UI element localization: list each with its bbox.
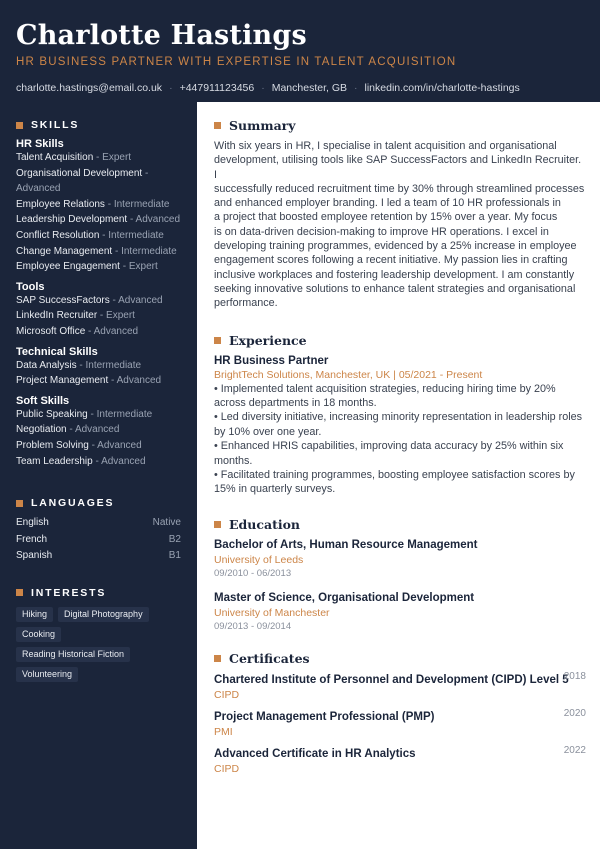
skill-level: Advanced [116, 375, 162, 387]
education-degree: Bachelor of Arts, Human Resource Management [214, 538, 478, 551]
education-dates: 09/2013 - 09/2014 [214, 620, 292, 632]
skill-level: Expert [106, 310, 135, 322]
skill-level-separator: - [92, 455, 102, 467]
job-bullet-line: • Enhanced HRIS capabilities, improving data accuracy by 25% within six [214, 440, 564, 453]
job-entry [214, 355, 586, 497]
summary-line: successfully reduced recruitment time by 30% through streamlined processes [214, 182, 585, 195]
skill-item [16, 438, 181, 454]
certificate-name: Advanced Certificate in HR Analytics [214, 747, 416, 760]
skill-level-separator: - [85, 325, 94, 337]
skill-name: Change Management [16, 245, 113, 257]
education-entry [214, 591, 586, 633]
skill-level-separator: - [93, 152, 103, 163]
job-bullet [214, 468, 586, 497]
interest-tag: Volunteering [16, 667, 78, 682]
skill-item [16, 324, 181, 340]
skill-name: Project Management [16, 375, 109, 387]
contact-linkedin[interactable]: linkedin.com/in/charlotte-hastings [364, 82, 520, 94]
skill-name: Organisational Development [16, 167, 143, 179]
language-level: Native [152, 517, 181, 529]
interest-tag: Digital Photography [58, 607, 149, 622]
summary-line: a project that boosted employee retention by 15% over a year. My focus [214, 211, 558, 224]
contact-separator: · [261, 82, 265, 94]
skill-name: Data Analysis [16, 359, 77, 371]
skill-name: Problem Solving [16, 439, 89, 451]
job-bullet-line: • Implemented talent acquisition strategies, reducing hiring time by 20% [214, 382, 556, 395]
skill-level: Intermediate [108, 229, 164, 241]
job-company: BrightTech Solutions, Manchester, UK | 05/2021 - Present [214, 368, 483, 381]
skill-level: Advanced [93, 325, 139, 337]
skill-level-separator: - [109, 294, 119, 306]
skill-group-title: Technical Skills [16, 345, 98, 358]
language-item [16, 532, 181, 549]
job-bullet-line: • Facilitated training programmes, boosting employee satisfaction scores by [214, 469, 575, 481]
skill-level: Intermediate [121, 245, 177, 257]
summary-line: performance. [214, 297, 278, 310]
skill-level-separator: - [99, 229, 109, 241]
skill-level: Advanced [16, 183, 61, 195]
skill-level-separator: - [112, 245, 122, 257]
job-bullet-line: by 10% over one year. [214, 425, 322, 438]
skill-group-title: HR Skills [16, 138, 64, 150]
skill-name: Microsoft Office [16, 325, 86, 337]
interest-tag: Hiking [16, 607, 53, 622]
square-bullet-icon [16, 122, 23, 129]
skill-name: Team Leadership [16, 455, 93, 467]
certificate-entry [214, 744, 586, 776]
skill-groups [16, 138, 181, 469]
certificate-issuer: CIPD [214, 688, 240, 701]
summary-line: and enhanced employer branding. I led a team of 10 HR professionals in [214, 197, 561, 210]
skill-item [16, 454, 181, 470]
certificate-issuer: CIPD [214, 762, 240, 775]
skill-name: Leadership Development [16, 214, 128, 226]
skill-level: Intermediate [113, 198, 170, 210]
contact-location: Manchester, GB [271, 82, 348, 94]
job-title: HR Business Partner [214, 354, 329, 367]
summary-line: developing training programmes, evidenced by a 25% increase in employee [214, 240, 577, 253]
job-bullet [214, 382, 586, 411]
skill-name: Employee Relations [16, 198, 105, 210]
job-bullet-line: across departments in 18 months. [214, 396, 377, 409]
summary-line: With six years in HR, I specialise in talent acquisition and organisational [214, 140, 557, 152]
education-entry [214, 538, 586, 580]
interests-heading: INTERESTS [16, 587, 181, 599]
skill-item [16, 407, 181, 423]
certificates-list [214, 670, 586, 776]
resume-header [0, 0, 600, 102]
skill-name: Employee Engagement [16, 261, 120, 273]
skill-level-separator: - [127, 214, 136, 226]
skill-name: Conflict Resolution [16, 229, 100, 241]
skill-item [16, 150, 181, 166]
interests-tags [16, 607, 181, 687]
square-bullet-icon [214, 337, 221, 344]
job-bullet-line: 15% in quarterly surveys. [214, 483, 336, 496]
summary-text [214, 139, 586, 311]
contact-phone[interactable]: +447911123456 [179, 82, 255, 94]
skill-level: Intermediate [96, 408, 153, 420]
skill-level: Advanced [97, 439, 142, 451]
square-bullet-icon [214, 655, 221, 662]
skill-group-title: Soft Skills [16, 394, 70, 407]
certificate-entry [214, 670, 586, 702]
certificates-heading: Certificates [214, 651, 586, 666]
skill-name: Public Speaking [16, 408, 88, 420]
summary-line: engagement scores following a recent initiative. My passion lies in crafting [214, 254, 568, 267]
square-bullet-icon [16, 589, 23, 596]
summary-line: development, utilising tools like SAP SuccessFactors and LinkedIn Recruiter. I [214, 154, 582, 181]
job-bullets [214, 382, 586, 497]
skill-level-separator: - [87, 408, 97, 420]
contact-separator: · [354, 82, 358, 94]
summary-line: is on data-driven decision-making to improve HR operations. I excel in [214, 225, 549, 238]
skill-level-separator: - [108, 375, 117, 387]
contact-email[interactable]: charlotte.hastings@email.co.uk [16, 82, 163, 94]
interest-tag: Reading Historical Fiction [16, 647, 130, 662]
education-school: University of Leeds [214, 553, 304, 566]
language-item [16, 515, 181, 532]
contact-separator: · [169, 82, 173, 94]
job-bullet-line: • Led diversity initiative, increasing minority representation in leadership roles [214, 411, 583, 424]
education-heading: Education [214, 517, 586, 532]
square-bullet-icon [16, 500, 23, 507]
skill-level: Advanced [101, 455, 146, 467]
skill-level-separator: - [88, 439, 98, 451]
education-school: University of Manchester [214, 606, 330, 619]
education-degree: Master of Science, Organisational Development [214, 591, 475, 604]
headline: HR BUSINESS PARTNER WITH EXPERTISE IN TALENT ACQUISITION [16, 56, 457, 68]
skill-level: Advanced [135, 214, 181, 226]
skill-level-separator: - [66, 424, 75, 436]
languages-heading: LANGUAGES [16, 497, 181, 509]
skill-item [16, 166, 181, 197]
certificate-year: 2018 [563, 670, 586, 682]
languages-list [16, 515, 181, 565]
skill-level-separator: - [119, 261, 129, 273]
certificate-year: 2020 [563, 707, 586, 719]
experience-heading: Experience [214, 333, 586, 348]
job-bullet [214, 410, 586, 439]
skill-item [16, 422, 181, 438]
skill-level: Advanced [74, 424, 120, 436]
skills-heading: SKILLS [16, 119, 181, 131]
job-bullet [214, 439, 586, 468]
skill-level: Expert [128, 261, 158, 273]
contact-line [16, 82, 584, 94]
education-list [214, 538, 586, 633]
square-bullet-icon [214, 521, 221, 528]
summary-line: seeking innovative solutions to enhance talent strategies and organisational [214, 282, 576, 295]
interest-tag: Cooking [16, 627, 61, 642]
language-item [16, 548, 181, 565]
skill-level-separator: - [104, 198, 114, 210]
skill-name: Talent Acquisition [16, 152, 94, 163]
skill-level: Expert [102, 152, 132, 163]
skill-level-separator: - [97, 310, 107, 322]
certificate-name: Chartered Institute of Personnel and Development (CIPD) Level 5 [214, 673, 569, 686]
skill-item [16, 308, 181, 324]
summary-line: inclusive workplaces and fostering leadership development. I am constantly [214, 268, 575, 281]
skill-item [16, 373, 181, 389]
language-level: B1 [168, 550, 181, 562]
language-name: English [16, 517, 49, 529]
certificate-name: Project Management Professional (PMP) [214, 710, 435, 723]
skill-item [16, 259, 181, 275]
language-level: B2 [168, 533, 181, 545]
skill-name: SAP SuccessFactors [16, 294, 110, 306]
sidebar [0, 102, 197, 849]
language-name: French [16, 533, 48, 545]
skill-level-separator: - [142, 167, 149, 179]
skill-name: LinkedIn Recruiter [16, 310, 98, 322]
skill-item [16, 197, 181, 213]
skill-item [16, 244, 181, 260]
skill-item [16, 228, 181, 244]
skill-item [16, 212, 181, 228]
skill-level: Intermediate [85, 359, 142, 371]
square-bullet-icon [214, 122, 221, 129]
candidate-name: Charlotte Hastings [16, 20, 307, 51]
certificate-entry [214, 707, 586, 739]
certificate-issuer: PMI [214, 725, 233, 738]
language-name: Spanish [16, 550, 53, 562]
skill-name: Negotiation [16, 424, 67, 436]
summary-heading: Summary [214, 118, 586, 133]
skill-item [16, 293, 181, 309]
education-dates: 09/2010 - 06/2013 [214, 567, 292, 579]
skill-group-title: Tools [16, 280, 45, 293]
job-bullet-line: months. [214, 454, 253, 467]
main-content [214, 102, 586, 776]
certificate-year: 2022 [563, 744, 586, 756]
skill-level-separator: - [76, 359, 86, 371]
skill-item [16, 358, 181, 374]
skill-level: Advanced [118, 294, 163, 306]
